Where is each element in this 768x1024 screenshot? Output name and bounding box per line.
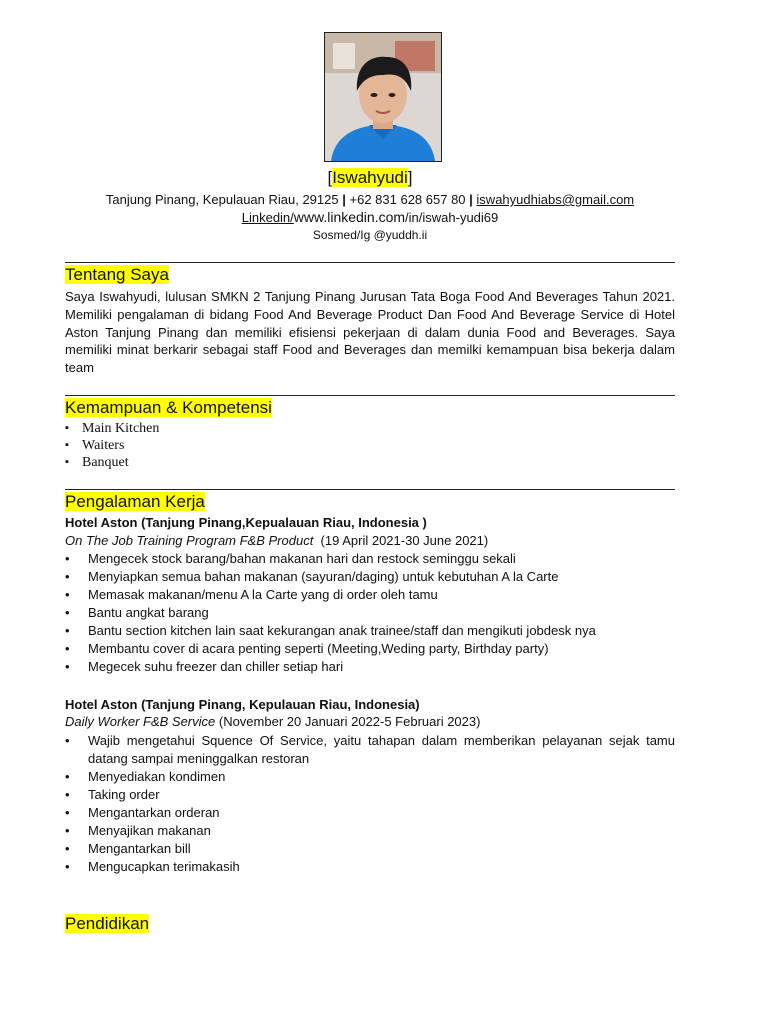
section-divider	[65, 489, 675, 490]
job-task-list	[65, 732, 675, 876]
address: Tanjung Pinang, Kepulauan Riau, 29125	[105, 192, 339, 207]
education-heading-text: Pendidikan	[65, 914, 150, 933]
linkedin-line	[65, 209, 675, 225]
contact-line	[65, 192, 675, 207]
experience-heading	[65, 492, 205, 512]
name-bracket-open: [	[327, 168, 333, 187]
profile-photo-image	[325, 33, 441, 161]
linkedin-url-path[interactable]: /in/iswah-yudi69	[405, 210, 499, 225]
experience-heading-text: Pengalaman Kerja	[65, 492, 205, 511]
list-item: • Menyiapkan semua bahan makanan (sayuran/daging) untuk kebutuhan A la Carte	[65, 568, 675, 586]
list-item: • Menyajikan makanan	[65, 822, 675, 840]
section-divider	[65, 395, 675, 396]
separator: |	[469, 192, 473, 207]
about-heading-text: Tentang Saya	[65, 265, 169, 284]
linkedin-url-main[interactable]: www.linkedin.com	[293, 209, 406, 225]
list-item: • Menyediakan kondimen	[65, 768, 675, 786]
job-task-list	[65, 550, 675, 676]
list-item: • Mengucapkan terimakasih	[65, 858, 675, 876]
job-period: (November 20 Januari 2022-5 Februari 2023)	[215, 714, 481, 729]
list-item: ▪ Waiters	[65, 437, 159, 454]
list-item: ▪ Banquet	[65, 454, 159, 471]
list-item: • Mengantarkan orderan	[65, 804, 675, 822]
email-link[interactable]: iswahyudhiabs@gmail.com	[476, 192, 635, 207]
job-company: Hotel Aston (Tanjung Pinang, Kepulauan Riau, Indonesia)	[65, 697, 420, 712]
name-bracket-close: ]	[407, 168, 413, 187]
candidate-name-line	[65, 168, 675, 188]
list-item: • Megecek suhu freezer dan chiller setiap hari	[65, 658, 675, 676]
linkedin-label[interactable]: Linkedin/	[241, 210, 294, 225]
skills-heading-text: Kemampuan & Kompetensi	[65, 398, 272, 417]
education-heading	[65, 914, 149, 934]
candidate-name: Iswahyudi	[332, 168, 408, 187]
section-divider	[65, 262, 675, 263]
job-company: Hotel Aston (Tanjung Pinang,Kepualauan Riau, Indonesia )	[65, 515, 427, 530]
list-item: • Membantu cover di acara penting seperti (Meeting,Weding party, Birthday party)	[65, 640, 675, 658]
skills-heading	[65, 398, 272, 418]
profile-photo	[324, 32, 442, 162]
job-role: On The Job Training Program F&B Product	[65, 533, 314, 548]
list-item: • Memasak makanan/menu A la Carte yang di order oleh tamu	[65, 586, 675, 604]
list-item: • Wajib mengetahui Squence Of Service, yaitu tahapan dalam memberikan pelayanan sejak tamu datang sampai meninggalkan restoran	[65, 732, 675, 768]
list-item: • Taking order	[65, 786, 675, 804]
list-item: • Bantu section kitchen lain saat kekurangan anak trainee/staff dan mengikuti jobdesk nya	[65, 622, 675, 640]
about-text: Saya Iswahyudi, lulusan SMKN 2 Tanjung Pinang Jurusan Tata Boga Food And Beverages Tahun 2021. Memiliki pengalaman di bidang Food And Beverage Product Dan Food And Beverage Service di Hotel Aston Tanjung Pinang dan memiliki efisiensi pekerjaan di dalam dunia Food and Beverages. Saya memiliki minat berkarir sebagai staff Food and Beverages dan memilki kemampuan bisa bekerja dalam team	[65, 289, 675, 376]
separator: |	[342, 192, 346, 207]
list-item: • Bantu angkat barang	[65, 604, 675, 622]
list-item: • Mengantarkan bill	[65, 840, 675, 858]
list-item: • Mengecek stock barang/bahan makanan hari dan restock seminggu sekali	[65, 550, 675, 568]
job-role-line	[65, 714, 480, 729]
job-role: Daily Worker F&B Service	[65, 714, 216, 729]
skills-list	[65, 420, 159, 471]
phone: +62 831 628 657 80	[349, 192, 466, 207]
about-heading	[65, 265, 169, 285]
job-period: (19 April 2021-30 June 2021)	[313, 533, 489, 548]
list-item: ▪ Main Kitchen	[65, 420, 159, 437]
social-media: Sosmed/Ig @yuddh.ii	[312, 228, 428, 242]
job-role-line	[65, 533, 488, 548]
